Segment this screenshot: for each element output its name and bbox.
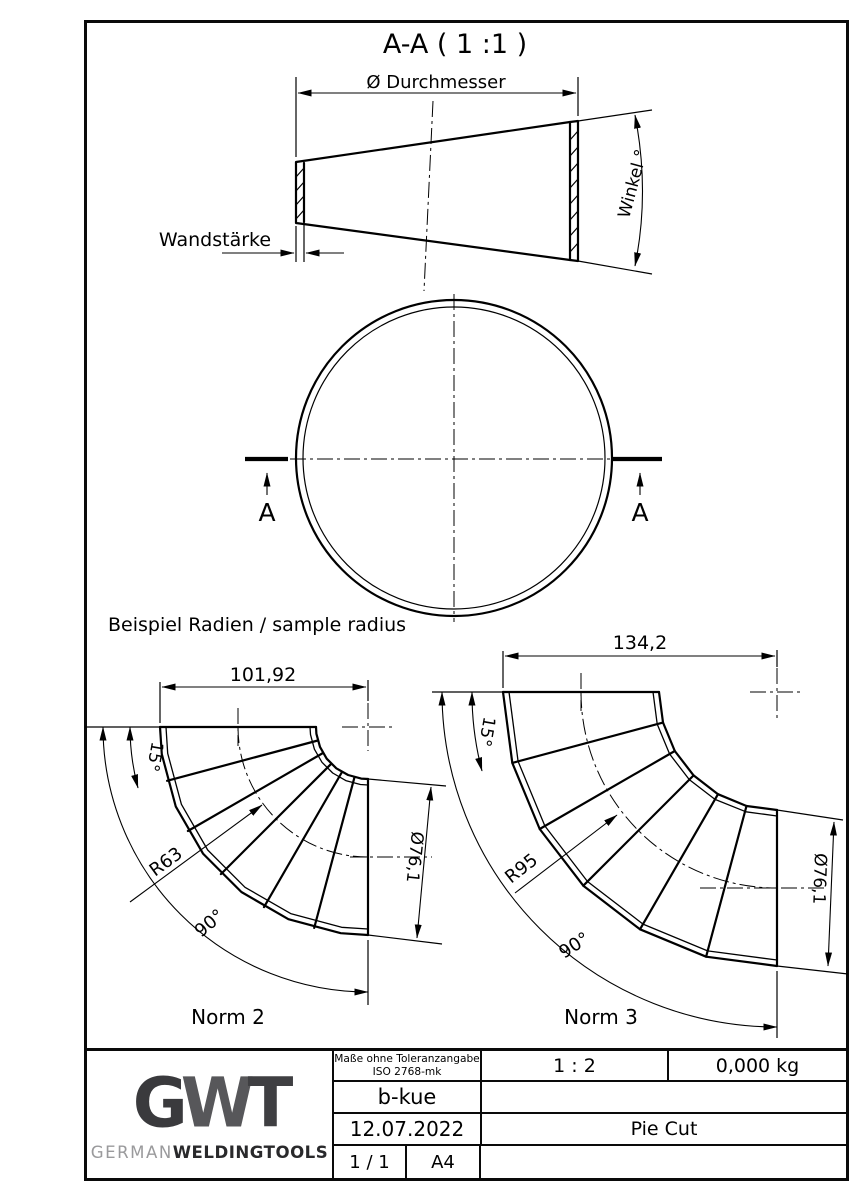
- empty-cell-row4: [481, 1146, 846, 1178]
- wall-thickness-label: Wandstärke: [158, 229, 272, 251]
- circle-plan-view: [245, 294, 662, 622]
- tolerance-note-line2: ISO 2768-mk: [372, 1065, 442, 1078]
- norm3-segment-angle-dimension: 15°: [473, 715, 499, 749]
- left-wall-hatch: [296, 168, 304, 219]
- norm2-label: Norm 2: [191, 1005, 265, 1029]
- tolerance-note: [334, 1051, 482, 1080]
- norm2-segment-angle-dimension: 15°: [141, 740, 167, 774]
- sheet-number: 1 / 1: [334, 1146, 407, 1178]
- right-wall-hatch: [570, 131, 578, 252]
- tolerance-note-line1: Maße ohne Toleranzangabe: [334, 1053, 480, 1065]
- gwt-logo-mark: [132, 1062, 287, 1143]
- norm3-diameter-dimension: Ø76,1: [808, 852, 830, 905]
- title-block-row-1: [334, 1051, 846, 1080]
- logo-letter-g: G: [132, 1062, 181, 1143]
- title-block-row-4: [334, 1144, 846, 1178]
- logo-letter-w: W: [180, 1062, 248, 1143]
- company-logo: [87, 1051, 334, 1178]
- norm3-label: Norm 3: [564, 1005, 638, 1029]
- section-cut-label-right: A: [631, 498, 649, 527]
- title-block-row-2: [334, 1080, 846, 1112]
- part-name: Pie Cut: [630, 1118, 698, 1140]
- part-weight: 0,000 kg: [715, 1054, 800, 1077]
- drawing-date: 12.07.2022: [334, 1114, 482, 1144]
- norm2-elbow-view: [85, 664, 446, 1029]
- section-cut-label-left: A: [258, 498, 276, 527]
- empty-cell-row2: [482, 1082, 846, 1112]
- logo-letter-t: T: [247, 1062, 287, 1143]
- norm2-bend-angle-dimension: 90°: [190, 905, 229, 942]
- norm2-weld-seams: [167, 741, 354, 928]
- company-name: GERMANWELDINGTOOLS: [90, 1142, 329, 1162]
- title-block-fields: [334, 1051, 846, 1178]
- title-block-row-3: [334, 1112, 846, 1144]
- diameter-dimension-label: Ø Durchmesser: [366, 72, 506, 93]
- norm3-width-dimension: 134,2: [612, 632, 668, 654]
- cone-section-view: [159, 29, 652, 291]
- norm2-radius-dimension: R63: [145, 843, 187, 882]
- title-block: [84, 1048, 849, 1181]
- norm3-bend-angle-dimension: 90°: [555, 928, 594, 964]
- section-view-title: A-A ( 1 :1 ): [382, 29, 528, 60]
- drawing-scale: 1 : 2: [482, 1051, 669, 1080]
- norm2-width-dimension: 101,92: [229, 664, 297, 686]
- norm2-diameter-dimension: Ø76,1: [401, 830, 427, 884]
- sample-radius-heading: Beispiel Radien / sample radius: [108, 614, 407, 636]
- created-by: b-kue: [334, 1082, 482, 1112]
- paper-size: A4: [407, 1146, 481, 1178]
- angle-dimension-label: Winkel °: [614, 147, 653, 221]
- norm3-elbow-view: [432, 632, 848, 1038]
- norm3-radius-dimension: R95: [501, 849, 542, 888]
